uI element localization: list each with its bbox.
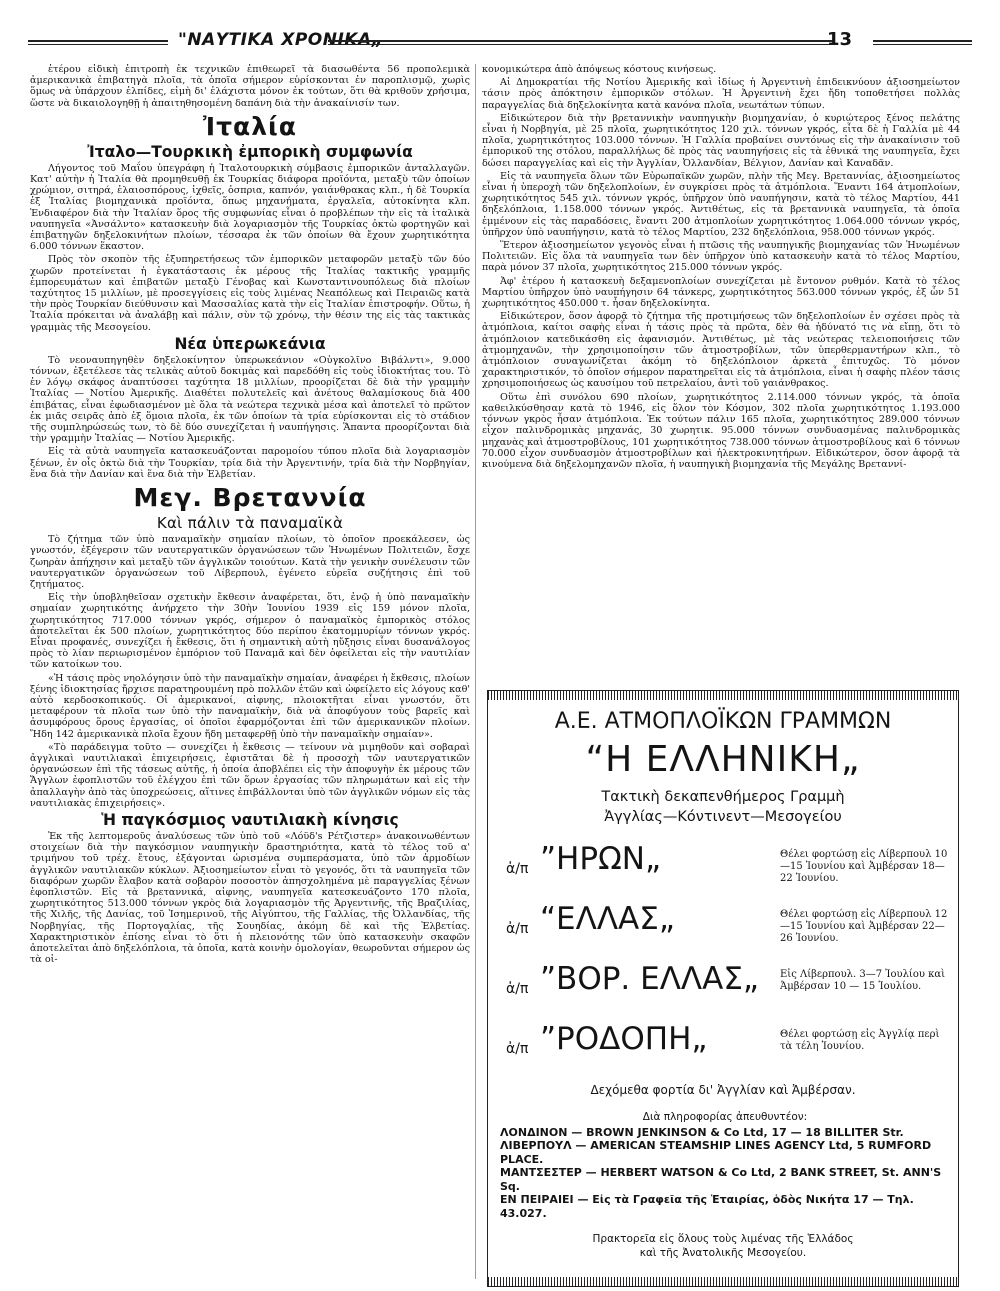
right-paragraph-2: Αἱ Δημοκρατίαι τῆς Νοτίου Ἀμερικῆς καὶ ἰδίως ἡ Ἀργεντινὴ ἐπιδεικνύουν ἀξιοσημείωτον τάσιν πρὸς ἀπόκτησιν ἐμπορικῶν στόλων. Ἡ Ἀργεντινὴ ἔχει ἤδη τοποθετήσει πολλὰς παραγγελίας διὰ δηξελοκίνητα κατὰ κανόνα πλοῖα, νεωτάτων τύπων. <box>482 77 960 111</box>
ship-name: ”ΗΡΩΝ„ <box>540 841 662 877</box>
column-divider <box>475 64 476 1279</box>
ad-company-name: Α.Ε. ΑΤΜΟΠΛΟΪΚΩΝ ΓΡΑΜΜΩΝ <box>554 709 892 734</box>
ad-footer <box>488 1233 958 1260</box>
panama-subheading: Καὶ πάλιν τὰ παναμαϊκὰ <box>156 514 344 533</box>
ship-schedule: Θέλει φορτώσῃ εἰς Λίβερπουλ 10—15 Ἰουνίου καὶ Ἀμβέρσαν 18—22 Ἰουνίου. <box>780 849 948 884</box>
ship-schedule: Εἰς Λίβερπουλ. 3—7 Ἰουλίου καὶ Ἀμβέρσαν 10 — 15 Ἰουλίου. <box>780 969 946 992</box>
right-paragraph-5: Ἕτερον ἀξιοσημείωτον γεγονὸς εἶναι ἡ πτῶσις τῆς ναυπηγικῆς βιομηχανίας τῶν Ἡνωμένων Πολιτειῶν. Εἰς ὅλα τὰ ναυπηγεῖα των δὲν ὑπῆρχον ὑπὸ κατασκευὴν κατὰ τὸ τέλος Μαρτίου, παρὰ μόνον 37 πλοῖα, χωρητικότητος 215.000 τόννων γκρός. <box>482 240 960 274</box>
ship-name: ”ΡΟΔΟΠΗ„ <box>540 1021 708 1057</box>
britain-heading: Μεγ. Βρεταννία <box>133 483 367 513</box>
right-paragraph-7: Εἰδικώτερον, ὅσον ἀφορᾷ τὸ ζήτημα τῆς προτιμήσεως τῶν δηξελοπλοίων ἐν σχέσει πρὸς τὰ ἀτμόπλοια, καίτοι σαφὴς εἶναι ἡ τάσις πρὸς τὰ πρῶτα, δὲν θὰ ἠδύνατό τις νὰ εἴπῃ, ὅτι τὸ ἀτμόπλοιον κατεδικάσθη εἰς ἀφανισμόν. Ἀντιθέτως, μὲ τὰς νεώτερας τελειοποιήσεις τῶν ἀτμομηχανῶν, τὴν χρησιμοποίησιν τῶν ἀτμοστροβίλων, τῶν ὑπερθερμαντήρων κλπ., τὸ ἀτμόπλοιον συναγωνίζεται ἀκόμη τὸ δηξελόπλοιον ἀρκετὰ ἐπιτυχῶς. Τὸ μόνον χαρακτηριστικόν, τὸ ὁποῖον σήμερον παρατηρεῖται εἰς τὰ ἀτμόπλοια, εἶναι ἡ σαφὴς πλέον τάσις χρησιμοποιήσεως ὡς καυσίμου τοῦ πετρελαίου, ἀντὶ τοῦ γαιάνθρακος. <box>482 311 960 390</box>
masthead-rule-right <box>873 40 972 45</box>
ad-contacts <box>500 1111 950 1220</box>
ship-prefix: ἀ/π <box>506 921 529 937</box>
ship-prefix: ἀ/π <box>506 861 529 877</box>
world-shipping-heading: Ἡ παγκόσμιος ναυτιλιακὴ κίνησις <box>101 810 399 829</box>
ship-schedule: Θέλει φορτώσῃ εἰς Ἀγγλίᾳ περὶ τὰ τέλη Ἰουνίου. <box>780 1029 940 1052</box>
ad-contacts-header: Διὰ πληροφορίας ἀπευθυντέον: <box>642 1111 808 1123</box>
intro-paragraph: ἑτέρου εἰδικὴ ἐπιτροπὴ ἐκ τεχνικῶν ἐπιθεωρεῖ τὰ διασωθέντα 56 προπολεμικὰ ἀμερικανικὰ ἐπιβατηγὰ πλοῖα, τὰ ὁποῖα σήμερον εὑρίσκονται ἐν παροπλισμῷ, χωρὶς ὅμως νὰ ὑπάρχουν ἐλπίδες, εἰμὴ δι' ἐλάχιστα μόνον ἐκ τούτων, ὅτι θὰ κριθοῦν χρήσιμα, ὥστε νὰ δικαιολογηθῇ ἡ ἀπαιτηθησομένη δαπάνη διὰ τὴν ἀνακαίνισίν των. <box>30 64 470 109</box>
italy-heading: Ἰταλία <box>203 111 297 141</box>
italo-turkish-heading: Ἰταλο—Τουρκικὴ ἐμπορικὴ συμφωνία <box>87 142 413 161</box>
ocean-liners-paragraph-1: Τὸ νεοναυπηγηθὲν δηξελοκίνητον ὑπερωκεάνιον «Οὐγκολῖνο Βιβάλντι», 9.000 τόννων, ἐξετέλεσε τὰς τελικὰς αὐτοῦ δοκιμὰς καὶ παρεδόθη εἰς τοὺς ἰδιοκτήτας του. Τὸ ἐν λόγῳ σκάφος ἀναπτύσσει ταχύτητα 18 μιλλίων, προορίζεται δὲ διὰ τὴν γραμμὴν Ἰταλίας — Νοτίου Ἀμερικῆς. Διαθέτει πολυτελεῖς καὶ ἀνέτους θαλαμίσκους διὰ 400 ἐπιβάτας, εἶναι ἐφωδιασμένον μὲ ὅλα τὰ νεώτερα τεχνικὰ μέσα καὶ ἀποτελεῖ τὸ πρῶτον ἐκ μιᾶς σειρᾶς ἀπὸ ἐξ ὅμοια πλοῖα, ἐκ τῶν ὁποίων τὰ τρία εὑρίσκονται εἰς τὸ στάδιον τῆς συμπληρώσεώς των, τὸ δὲ δύο συνεχίζεται ἡ ναυπήγησις. Ἅπαντα προορίζονται διὰ τὴν γραμμὴν Ἰταλίας — Νοτίου Ἀμερικῆς. <box>30 354 470 445</box>
left-column <box>30 64 470 1274</box>
right-paragraph-6: Ἀφ' ἑτέρου ἡ κατασκευὴ δεξαμενοπλοίων συνεχίζεται μὲ ἔντονον ρυθμόν. Κατὰ τὸ τέλος Μαρτίου ὑπῆρχον ὑπὸ ναυπήγησιν 64 τάνκερς, χωρητικότητος 563.000 τόννων γκρός, ἐξ ὧν 51 χωρητικότητος 450.000 τ. ἦσαν δηξελοκίνητα. <box>482 275 960 310</box>
ship-entry <box>488 1017 958 1077</box>
ship-entry <box>488 897 958 957</box>
right-paragraph-3: Εἰδικώτερον διὰ τὴν βρεταννικὴν ναυπηγικὴν βιομηχανίαν, ὁ κυριώτερος ξένος πελάτης εἶναι ἡ Νορβηγία, μὲ 25 πλοῖα, χωρητικότητος 120 χιλ. τόννων γκρός, εἶτα δὲ ἡ Γαλλία μὲ 44 πλοῖα, χωρητικότητος 103.000 τόννων. Ἡ Γαλλία προβαίνει συντόνως εἰς τὴν ἀνακαίνισιν τοῦ ἐμπορικοῦ της στόλου, παραλλήλως δὲ πρὸς τὰς ναυπηγήσεις εἰς τὰ ἐθνικά της ναυπηγεῖα, ἔχει δώσει παραγγελίας καὶ εἰς τὴν Ἀγγλίαν, Ὀλλανδίαν, Βέλγιον, Δανίαν καὶ Καναδᾶν. <box>482 112 960 169</box>
italy-paragraph-2: Πρὸς τὸν σκοπὸν τῆς ἐξυπηρετήσεως τῶν ἐμπορικῶν μεταφορῶν μεταξὺ τῶν δύο χωρῶν προτείνεται ἡ ἐγκατάστασις ἐκ μέρους τῆς Ἰταλίας τακτικῆς γραμμῆς ἐμπορευμάτων καὶ ἐπιβατῶν μεταξὺ Γένοβας καὶ Κωνσταντινουπόλεως διὰ πλοίων ταχύτητος 15 μιλλίων, μὲ προσεγγίσεις εἰς τοὺς λιμένας Νεαπόλεως καὶ Πειραιῶς κατὰ τὴν πρὸς Τουρκίαν διεύθυνσιν καὶ Μασσαλίας κατὰ τὴν εἰς Ἰταλίαν ἐπιστροφήν. Οὕτω, ἡ Ἰταλία πρόκειται νὰ ἀναλάβῃ καὶ πάλιν, σὺν τῷ χρόνῳ, τὴν θέσιν της εἰς τὰς τακτικὰς γραμμὰς τῆς Μεσογείου. <box>30 254 470 333</box>
ad-contact-manchester: ΜΑΝΤΣΕΣΤΕΡ — HERBERT WATSON & Co Ltd, 2 BANK STREET, St. ANN'S Sq. <box>500 1166 942 1193</box>
ad-footer-line-1: Πρακτορεῖα εἰς ὅλους τοὺς λιμένας τῆς Ἑλλάδος <box>592 1233 854 1245</box>
right-column <box>482 64 960 680</box>
ship-prefix: ἀ/π <box>506 1041 529 1057</box>
ship-entry <box>488 837 958 897</box>
ocean-liners-heading: Νέα ὑπερωκεάνια <box>174 334 326 353</box>
ship-name: “ΕΛΛΑΣ„ <box>540 901 675 937</box>
ship-entry <box>488 957 958 1017</box>
britain-paragraph-3: «Ἡ τάσις πρὸς νηολόγησιν ὑπὸ τὴν παναμαϊκὴν σημαίαν, ἀναφέρει ἡ ἔκθεσις, πλοίων ξένης ἰδιοκτησίας ἤρχισε παρατηρουμένη πρὸ πολλῶν ἐτῶν καὶ ὠφείλετο εἰς λόγους καθ' αὐτὸ κερδοσκοπικούς. Οἱ ἀμερικανοί, αἰφνης, πλοιοκτῆται εἶναι γνωστόν, ὅτι μεταφέρουν τὰ πλοῖα των ὑπὸ τὴν παναμαϊκὴν, διὰ νὰ ἀποφύγουν τοὺς βαρεῖς καὶ ἀσυμφόρους ὅρους ἐργασίας, οἱ ὁποῖοι ἐφαρμόζονται ἐπὶ τῶν ἀμερικανικῶν πλοίων. Ἤδη 142 ἀμερικανικὰ πλοῖα ἔχουν ἤδη μεταφερθῇ ὑπὸ τὴν παναμαϊκὴν σημαίαν». <box>30 672 470 740</box>
ocean-liners-paragraph-2: Εἰς τὰ αὐτὰ ναυπηγεῖα κατασκευάζονται παρομοίου τύπου πλοῖα διὰ λογαριασμὸν ξένων, ἐν οἷς ὀκτὼ διὰ τὴν Τουρκίαν, τρία διὰ τὴν Ἀργεντινήν, τρία διὰ τὴν Νορβηγίαν, ἕνα διὰ τὴν Δανίαν καὶ ἕνα διὰ τὴν Ἑλβετίαν. <box>30 446 470 480</box>
ad-footer-line-2: καὶ τῆς Ἀνατολικῆς Μεσογείου. <box>639 1246 807 1259</box>
ad-contact-piraeus: ΕΝ ΠΕΙΡΑΙΕΙ — Εἰς τὰ Γραφεῖα τῆς Ἑταιρίας, ὁδὸς Νικήτα 17 — Τηλ. 43.027. <box>500 1193 914 1220</box>
newspaper-title: "ΝΑΥΤΙΚΑ ΧΡΟΝΙΚΑ„ <box>178 30 384 50</box>
world-shipping-paragraph: Ἐκ τῆς λεπτομεροῦς ἀναλύσεως τῶν ὑπὸ τοῦ «Λόϋδ's Ρέτζιστερ» ἀνακοινωθέντων στοιχείων διὰ τὴν παγκόσμιον ναυπηγικὴν δραστηριότητα, κατὰ τὸ τέλος τοῦ α' τριμήνου τοῦ τρέχ. ἔτους, ἐξάγονται ὡρισμένα συμπεράσματα, ὑπὸ τῶν ἁρμοδίων ἀγγλικῶν ναυτιλιακῶν κύκλων. Ἀξιοσημείωτον εἶναι τὸ γεγονός, ὅτι τὰ ναυπηγεῖα τῶν διαφόρων χωρῶν ἔλαβον κατὰ σοβαρὸν ποσοστὸν ἀπησχολημένα μὲ παραγγελίας ξένων ἐφοπλιστῶν. Εἰς τὰ βρεταννικά, αἰφνης, ναυπηγεῖα κατεσκευάζοντο 170 πλοῖα, χωρητικότητος 513.000 τόννων γκρὸς διὰ λογαριασμὸν τῆς Ἀργεντινῆς, τῆς Βραζιλίας, τῆς Χιλῆς, τῆς Δανίας, τοῦ Ἰσημερινοῦ, τῆς Αἰγύπτου, τῆς Γαλλίας, τῆς Ὀλλανδίας, τῆς Νορβηγίας, τῆς Πορτογαλίας, τῆς Σουηδίας, ἀκόμη δὲ καὶ τῆς Ἑλβετίας. Χαρακτηριστικὸν ἐπίσης εἶναι τὸ ὅτι ἡ πλειονότης τῶν ὑπὸ κατασκευὴν σκαφῶν ἀποτελεῖται ἀπὸ δηξελόπλοια, τὰ ὁποῖα, κατὰ κοινὴν ὁμολογίαν, θεωροῦνται σήμερον ὡς τὰ οἰ- <box>30 830 470 966</box>
ship-schedule: Θέλει φορτώσῃ εἰς Λίβερπουλ 12—15 Ἰουνίου καὶ Ἀμβέρσαν 22—26 Ἰουνίου. <box>780 909 948 944</box>
ad-brand-name: “Η ΕΛΛΗΝΙΚΗ„ <box>585 739 861 780</box>
ship-prefix: ἀ/π <box>506 981 529 997</box>
ship-name: ”ΒΟΡ. ΕΛΛΑΣ„ <box>540 961 759 997</box>
ad-cargo-line: Δεχόμεθα φορτία δι' Ἀγγλίαν καὶ Ἀμβέρσαν. <box>590 1083 856 1097</box>
right-paragraph-8: Οὕτω ἐπὶ συνόλου 690 πλοίων, χωρητικότητος 2.114.000 τόννων γκρός, τὰ ὁποῖα καθειλκύσθησαν κατὰ τὸ 1946, εἰς ὅλον τὸν Κόσμον, 302 πλοῖα χωρητικότητος 1.193.000 τόννων γκρὸς ἦσαν ἀτμόπλοια. Ἐκ τούτων πάλιν 165 πλοῖα, χωρητικότητος 289.000 τόννων εἶχον παλινδρομικὰς μηχανάς, 30 χωρητικ. 95.000 τόννων συνδυασμένας παλινδρομικὰς μηχανὰς καὶ ἀτμοστροβίλους, 101 χωρητικότητος 738.000 τόννων ἀτμοστροβίλους καὶ 6 τόννων 70.000 εἶχον συνδυασμὸν ἀτμοστροβίλων καὶ ἠλεκτροκινητήρων. Εἰδικώτερον, ὅσον ἀφορᾷ τὰ κινούμενα διὰ δηξελομηχανῶν πλοῖα, ἡ ναυπηγικὴ βιομηχανία τῆς Μεγάλης Βρεταννί- <box>482 391 960 470</box>
right-paragraph-1: κονομικώτερα ἀπὸ ἀπόψεως κόστους κινήσεως. <box>482 64 717 75</box>
ad-border-top <box>488 691 958 700</box>
ad-border-bottom <box>488 1277 958 1286</box>
italy-paragraph-1: Λήγοντος τοῦ Μαΐου ὑπεγράφη ἡ Ἰταλοτουρκικὴ σύμβασις ἐμπορικῶν ἀνταλλαγῶν. Κατ' αὐτὴν ἡ Ἰταλία θὰ προμηθευθῇ ἐκ Τουρκίας διάφορα προϊόντα, μεταξὺ τῶν ὁποίων χρώμιον, σιτηρά, ἐλαιοσπόρους, ἰχθεῖς, ὀσπρια, καπνόν, γαιάνθρακας κλπ., ἡ δὲ Τουρκία ἐξ Ἰταλίας βιομηχανικὰ προϊόντα, ὅπως μηχανήματα, ἐργαλεῖα, αὐτοκίνητα κλπ. Ἐνδιαφέρον διὰ τὴν Ἰταλίαν ὅρος τῆς συμφωνίας εἶναι ὁ προβλέπων τὴν εἰς τὰ ἰταλικὰ ναυπηγεῖα «Ἀνσάλντο» κατασκευὴν διὰ λογαριασμὸν τῆς Τουρκίας ὀκτὼ φορτηγῶν καὶ ἐπιβατηγῶν δηξελοκινήτων πλοίων, τέσσαρα ἐκ τῶν ὁποίων θὰ ἔχουν χωρητικότητα 6.000 τόννων ἕκαστον. <box>30 162 470 253</box>
ad-contact-london: ΛΟΝΔΙΝΟΝ — BROWN JENKINSON & Co Ltd, 17 — 18 BILLITER Str. <box>500 1125 904 1139</box>
right-paragraph-4: Εἰς τὰ ναυπηγεῖα ὅλων τῶν Εὐρωπαϊκῶν χωρῶν, πλὴν τῆς Μεγ. Βρεταννίας, ἀξιοσημείωτος εἶναι ἡ ὑπεροχὴ τῶν δηξελοπλοίων, ἐν συγκρίσει πρὸς τὰ ἀτμόπλοια. Ἔναντι 164 ἀτμοπλοίων, χωρητικότητος 545 χιλ. τόννων γκρός, ὑπῆρχον ὑπὸ ναυπήγησιν, κατὰ τὸ τέλος Μαρτίου, 441 δηξελόπλοια, 1.158.000 τόννων γκρός. Ἀντιθέτως, εἰς τὰ βρεταννικὰ ναυπηγεῖα, τὰ ὁποῖα ἐμμένουν εἰς τὰς παραδόσεις, ἔναντι 200 ἀτμοπλοίων χωρητικότητος 1.064.000 τόννων γκρός, ὑπῆρχον ὑπὸ ναυπήγησιν, κατὰ τὸ τέλος Μαρτίου, 232 δηξελόπλοια, 958.000 τόννων γκρός. <box>482 170 960 238</box>
masthead-rule-left <box>28 40 168 45</box>
britain-paragraph-1: Τὸ ζήτημα τῶν ὑπὸ παναμαϊκὴν σημαίαν πλοίων, τὸ ὁποῖον προεκάλεσεν, ὡς γνωστόν, ἐξέγερσιν τῶν ναυτεργατικῶν ὀργανώσεων τῶν Ἡνωμένων Πολιτειῶν, ἔσχε ζωηρὰν ἀπήχησιν καὶ μεταξὺ τῶν ἀγγλικῶν τοιούτων. Κατὰ τὴν γενικὴν συνέλευσιν τῶν ναυτεργατικῶν ὀργανώσεων τοῦ Λίβερπουλ, ἐγένετο εὐρεῖα συζήτησις ἐπὶ τοῦ ζητήματος. <box>30 534 470 590</box>
ad-service-line-2: Ἀγγλίας—Κόντινεντ—Μεσογείου <box>604 809 842 825</box>
page-number: 13 <box>826 29 852 50</box>
masthead <box>28 30 972 54</box>
ad-service-line-1: Τακτικὴ δεκαπενθήμερος Γραμμὴ <box>601 789 845 805</box>
ad-contact-liverpool: ΛΙΒΕΡΠΟΥΛ — AMERICAN STEAMSHIP LINES AGENCY Ltd, 5 RUMFORD PLACE. <box>500 1139 932 1166</box>
shipping-line-advertisement <box>487 690 959 1287</box>
britain-paragraph-4: «Τὸ παράδειγμα τοῦτο — συνεχίζει ἡ ἔκθεσις — τείνουν νὰ μιμηθοῦν καὶ σοβαραὶ ἀγγλικαὶ ναυτιλιακαὶ ἐπιχειρήσεις, ἐφιστᾶται δὲ ἡ προσοχὴ τῶν ναυτεργατικῶν ὀργανώσεων ἐπὶ τῆς τάσεως αὐτῆς, ἡ ὁποία ἀποβλέπει εἰς τὴν ἀποφυγὴν ἐκ μέρους τῶν Ἄγγλων ἐφοπλιστῶν τοῦ ἐλέγχου ἐπὶ τῶν ὅρων ἐργασίας τῶν πληρωμάτων καὶ εἰς τὴν ἀπαλλαγὴν ἀπὸ τὰς ὑποχρεώσεις, αἵτινες ἐπιβάλλονται ὑπὸ τῶν ἀγγλικῶν νόμων εἰς τὰς ναυτιλιακὰς ἐπιχειρήσεις». <box>30 741 470 809</box>
masthead-rule-middle <box>328 40 833 45</box>
britain-paragraph-2: Εἰς τὴν ὑποβληθεῖσαν σχετικὴν ἔκθεσιν ἀναφέρεται, ὅτι, ἐνῷ ἡ ὑπὸ παναμαϊκὴν σημαίαν χωρητικότης ἀνήρχετο τὴν 30ὴν Ἰουνίου 1939 εἰς 159 μόνον πλοῖα, χωρητικότητος 717.000 τόννων γκρός, σήμερον ὁ παναμαϊκὸς ἐμπορικὸς στόλος ἀποτελεῖται ἐκ 500 πλοίων, χωρητικότητος δύο περίπου ἑκατομμυρίων τόννων γκρός. Εἶναι προφανές, συνεχίζει ἡ ἔκθεσις, ὅτι ἡ σημαντικὴ αὐτὴ ηὔξησις εἶναι δυσανάλογος πρὸς τὸ λίαν περιωρισμένον ἐμπόριον τοῦ Παναμᾶ καὶ δὲν ὀφείλεται εἰς τὴν ναυτιλίαν τῶν κατοίκων του. <box>30 592 470 671</box>
